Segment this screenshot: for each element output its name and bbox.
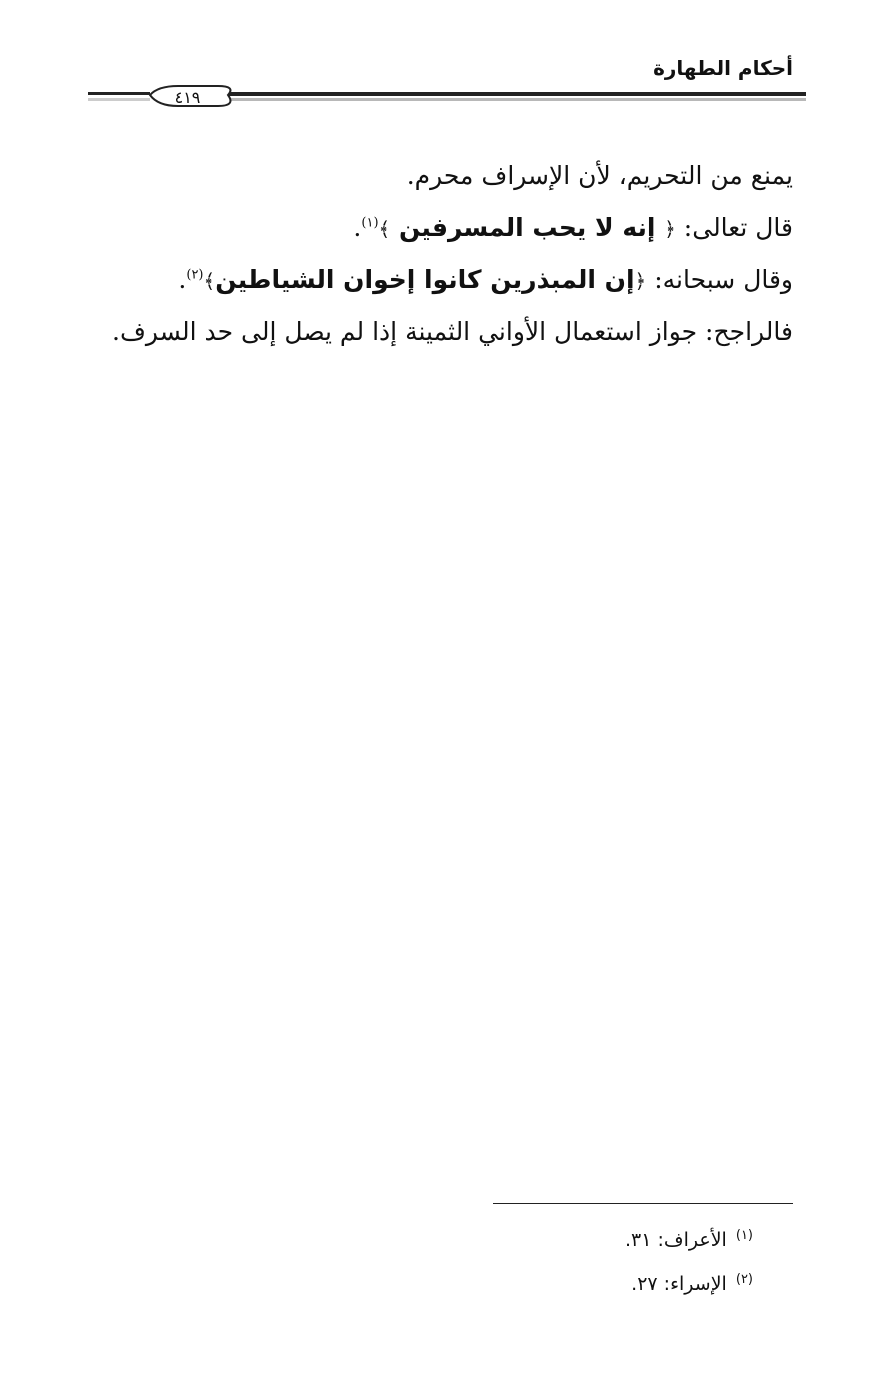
main-text	[93, 150, 793, 358]
quran-verse: إن المبذرين كانوا إخوان الشياطين	[215, 265, 635, 294]
quran-bracket-open: ﴿	[634, 269, 647, 293]
footnotes	[625, 1218, 753, 1306]
quote-intro: وقال سبحانه:	[646, 265, 793, 294]
text-line: يمنع من التحريم، لأن الإسراف محرم.	[406, 161, 793, 190]
quran-bracket-open: ﴿	[664, 217, 676, 241]
footnote-ref: (١)	[361, 215, 379, 231]
running-title: أحكام الطهارة	[653, 56, 793, 80]
quote-intro: قال تعالى:	[675, 213, 793, 242]
conclusion-line: فالراجح: جواز استعمال الأواني الثمينة إذا لم يصل إلى حد السرف.	[112, 317, 793, 346]
quran-bracket-close: ﴾	[378, 217, 391, 241]
quran-bracket-close: ﴾	[203, 269, 216, 293]
footnote-text: الأعراف: ٣١.	[625, 1229, 733, 1251]
period: .	[353, 213, 362, 242]
footnote-mark: (٢)	[735, 1271, 753, 1287]
footnote	[625, 1218, 753, 1262]
page-number: ٤١٩	[174, 88, 201, 107]
quote-line	[93, 254, 793, 306]
footnote-ref: (٢)	[186, 267, 204, 283]
period: .	[178, 265, 187, 294]
footnote-separator	[493, 1203, 793, 1204]
quran-verse: إنه لا يحب المسرفين	[390, 213, 665, 242]
footnote	[625, 1262, 753, 1306]
footnote-text: الإسراء: ٢٧.	[631, 1273, 733, 1295]
quote-line	[93, 202, 793, 254]
footnote-mark: (١)	[735, 1227, 753, 1243]
